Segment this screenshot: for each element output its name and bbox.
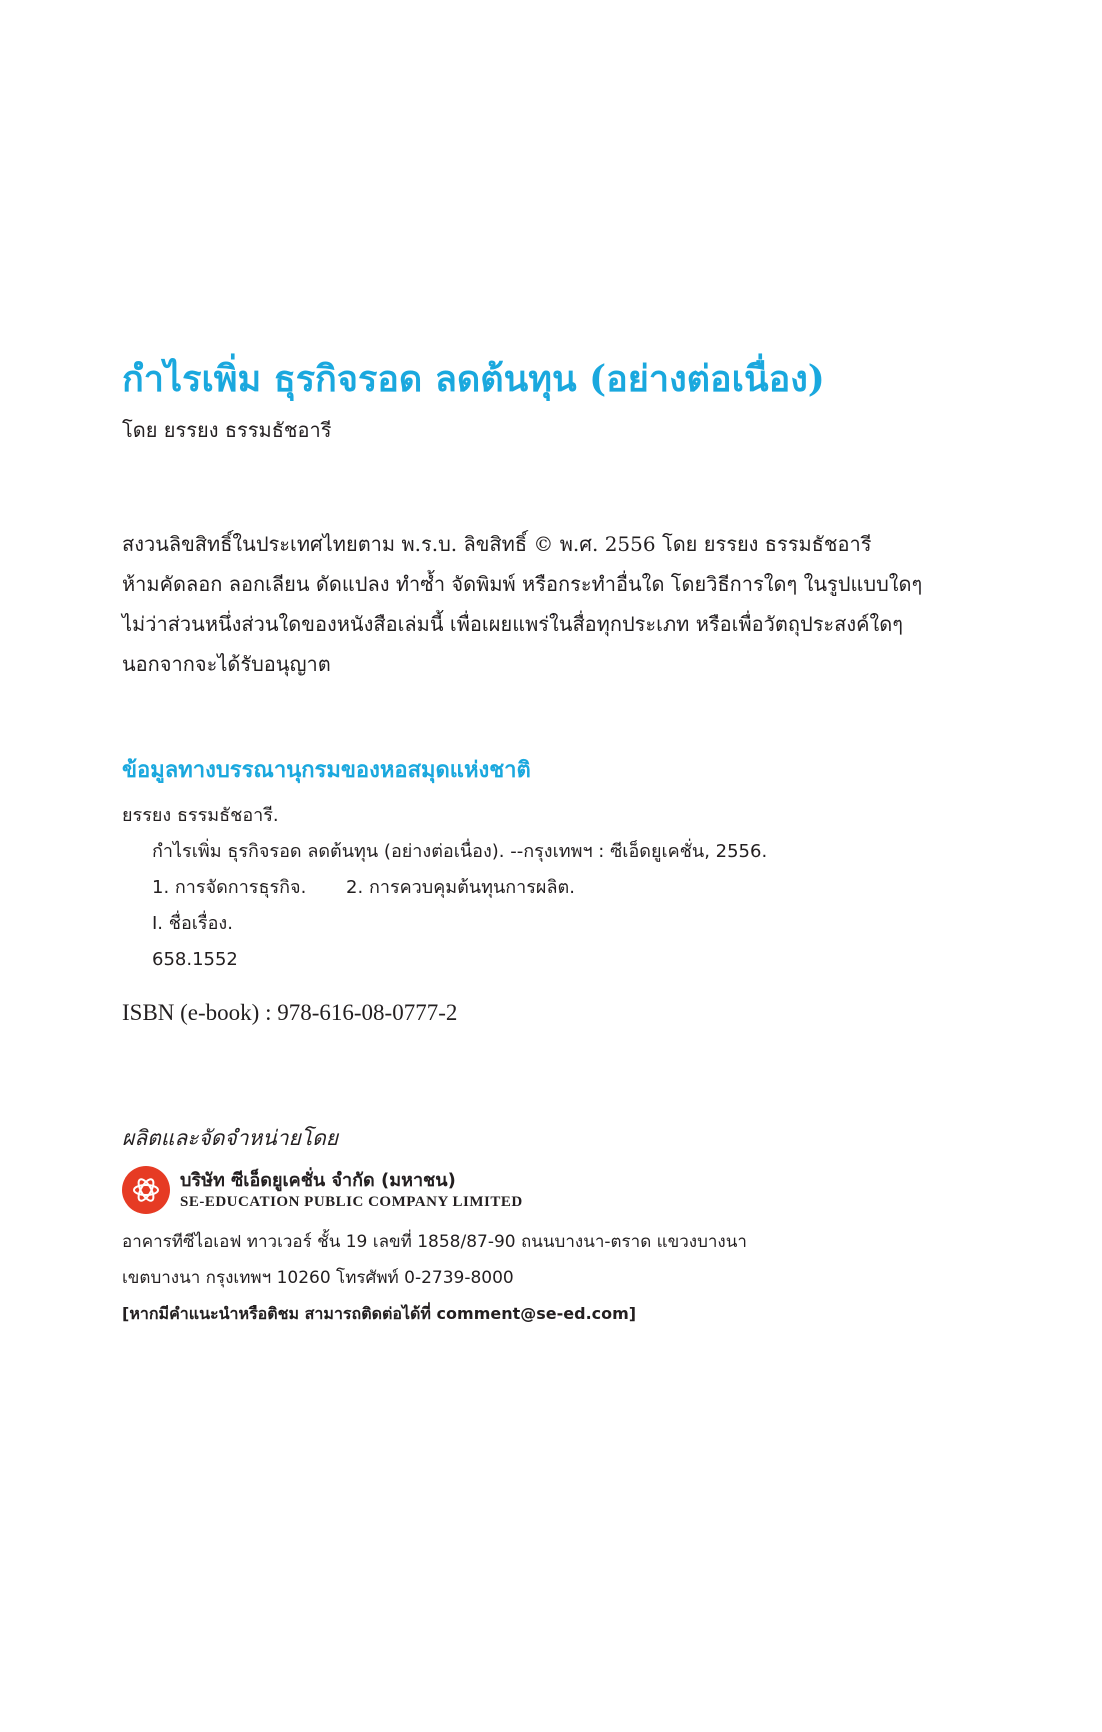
se-ed-logo-icon: [122, 1166, 170, 1214]
address-line: อาคารทีซีไอเอฟ ทาวเวอร์ ชั้น 19 เลขที่ 1858/87-90 ถนนบางนา-ตราด แขวงบางนา: [122, 1232, 747, 1252]
publisher-address: [122, 1224, 747, 1296]
copyright-line: นอกจากจะได้รับอนุญาต: [122, 652, 331, 676]
contact-note: [หากมีคำแนะนำหรือติชม สามารถติดต่อได้ที่ comment@se-ed.com]: [122, 1304, 637, 1323]
address-line: เขตบางนา กรุงเทพฯ 10260 โทรศัพท์ 0-2739-8000: [122, 1268, 514, 1288]
cip-subjects: [122, 870, 767, 906]
publisher-label: ผลิตและจัดจำหน่ายโดย: [122, 1126, 339, 1150]
author-line: โดย ยรรยง ธรรมธัชอารี: [122, 418, 332, 442]
copyright-line: สงวนลิขสิทธิ์ในประเทศไทยตาม พ.ร.บ. ลิขสิทธิ์ © พ.ศ. 2556 โดย ยรรยง ธรรมธัชอารี: [122, 532, 872, 556]
copyright-line: ห้ามคัดลอก ลอกเลียน ดัดแปลง ทำซ้ำ จัดพิมพ์ หรือกระทำอื่นใด โดยวิธีการใดๆ ในรูปแบบใดๆ: [122, 572, 923, 596]
cip-title-index: I. ชื่อเรื่อง.: [152, 913, 233, 934]
cip-author: ยรรยง ธรรมธัชอารี.: [122, 805, 279, 826]
publisher-logo-row: [122, 1164, 523, 1216]
isbn: ISBN (e-book) : 978-616-08-0777-2: [122, 1000, 458, 1025]
copyright-line: ไม่ว่าส่วนหนึ่งส่วนใดของหนังสือเล่มนี้ เพื่อเผยแพร่ในสื่อทุกประเภท หรือเพื่อวัตถุประสงค์ใดๆ: [122, 612, 904, 636]
publisher-name-en: SE-EDUCATION PUBLIC COMPANY LIMITED: [180, 1194, 523, 1210]
book-title: กำไรเพิ่ม ธุรกิจรอด ลดต้นทุน (อย่างต่อเนื่อง): [122, 358, 825, 400]
cip-classification: 658.1552: [152, 949, 238, 970]
cip-block: [122, 798, 767, 978]
cip-title-entry: กำไรเพิ่ม ธุรกิจรอด ลดต้นทุน (อย่างต่อเนื่อง). --กรุงเทพฯ : ซีเอ็ดยูเคชั่น, 2556.: [152, 841, 768, 862]
cip-heading: ข้อมูลทางบรรณานุกรมของหอสมุดแห่งชาติ: [122, 757, 531, 783]
copyright-notice: [122, 524, 1002, 684]
publisher-name: [180, 1169, 523, 1211]
cip-subject: 1. การจัดการธุรกิจ.: [152, 877, 307, 898]
publisher-name-th: บริษัท ซีเอ็ดยูเคชั่น จำกัด (มหาชน): [180, 1170, 456, 1191]
cip-subject: 2. การควบคุมต้นทุนการผลิต.: [346, 877, 575, 898]
